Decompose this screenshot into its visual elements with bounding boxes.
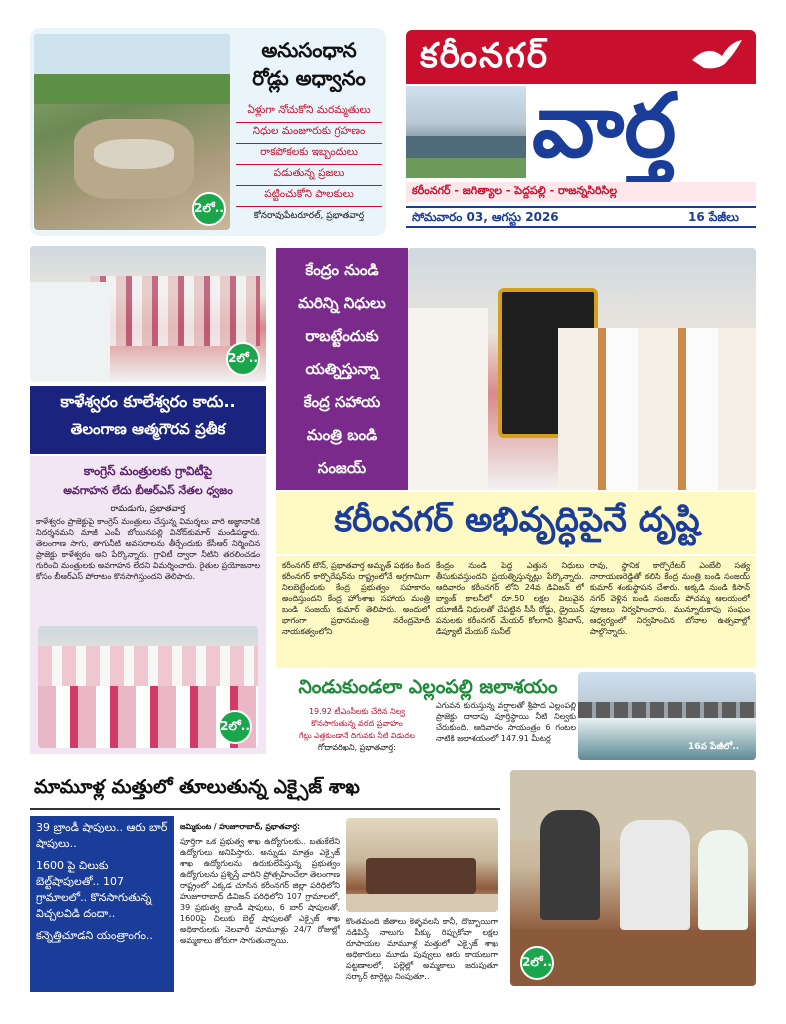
dateline: గోదావరిఖని, ప్రభాతవార్త: [318,743,396,752]
quote-line: సంజయ్ [317,459,367,477]
continued-badge[interactable]: 2లో.. [218,710,252,744]
excise-body: పూర్తిగా ఒక ప్రభుత్వ శాఖ ఉద్యోగులకు.. బతుకేలేని ఉద్యోగులు అనిపిస్తారు. అన్నుడు మాత్రం ఎక్సైజ్ శాఖ ఉద్యోగులను ఉరుకులేపేస్తున్న ప్రభుత్వం ఉద్యోగులను ప్రశ్నిస్తే వారిని ప్రోత్సహించేలా తెలంగాణ రాష్ట్రంలో ఎక్కడ చూసిన కరీంనగర్ జిల్లా పరిధిలోని హుజూరాబాద్ డివిజన్ పరిధిలోని 107 గ్రామాలలో, 39 ప్రభుత్వ బ్రాండీ షాపులు, 6 బార్ షాపులతో, 1600పై చిలుకు బెల్ట్ షాపులతో ఎక్సైజ్ శాఖ అధికారులకు నెలవారీ మామూళ్లు 24/7 రోజుల్లో అమ్మకాలు జోరుగా సాగుతున్నాయి. [180,837,340,945]
story-point: రాకపోకలకు ఇబ్బందులు [236,144,382,165]
red-point: 19.92 టీఎంసీలకు చేరిన నిల్వ [308,707,406,716]
bandi-photo [408,248,756,490]
sidebar-point: 39 బ్రాండీ షాపులు.. ఆరు బార్ షాపులు.. [36,821,168,850]
bird-logo-icon [688,36,744,84]
bar-photo [346,818,498,912]
story-point: నిధుల మంజూరుకు గ్రహణం [236,123,382,144]
quote-line: మరిన్ని నిధులు [298,294,386,312]
excise-headline: మామూళ్ల మత్తులో తూలుతున్న ఎక్సైజ్ శాఖ [34,776,360,798]
masthead [406,30,756,230]
excise-body-2: కొంతమంది జీతాలు కెళ్ళవలసి కానీ, దొబ్బాయిగా నడిపిస్తే నాలుగు పీక్కు రిప్పుకోవా లక్షల రూపాయల మామూళ్ల మత్తులో ఎక్సైజ్ శాఖ అధికారులు మూడు పువ్వులు ఆరు కాయలుగా పట్టణాలలో, పల్లెల్లో అమ్మకాలు జరుపుతూ సర్కార్ టార్గెట్లు నింపుతూ.. [346,917,498,981]
issue-date: సోమవారం 03, ఆగస్టు 2026 [412,210,559,224]
story-point: పట్టించుకోని పాలకులు [236,186,382,207]
quote-line: కేంద్ర సహాయ [303,393,381,411]
masthead-title-top: కరీంనగర్ [420,36,549,76]
bandi-column: కేంద్రం నుండి పెద్ద ఎత్తున నిధులు తీసుకువస్తుందని ప్రయత్నిస్తున్నట్లు పేర్కొన్నారు. ఆదివారం కరీంనగర్ లోని 24వ డివిజన్ లో బ్యాంక్ కాలనీలో రూ.50 లక్షల విలువైన యూజీడీ నిధులతో చేపట్టిన సీసీ రోడ్డు, డ్రైయిన్ పనులకు కరీంనగర్ మేయర్ కోలగాని శ్రీనివాస్, డిప్యూటీ మేయర్ సునీల్ [436,561,584,636]
congress-photo [38,626,258,748]
kaleshwaram-headline: కాళేశ్వరం కూలేశ్వరం కాదు.. [60,392,236,411]
continued-badge[interactable]: 2లో.. [520,946,554,980]
dateline: రామడుగు, ప్రభాతవార్త [110,504,186,514]
red-point: కొనసాగుతున్న వరద ప్రవాహం [311,719,403,728]
congress-body: కాళేశ్వరం ప్రాజెక్టుపై కాంగ్రెస్ మంత్రులు చేస్తున్న విమర్శలు వారి అజ్ఞానానికి నిదర్శనమని మాజీ ఎంపీ బోయినపల్లి వినోద్‌కుమార్ మండిపడ్డారు. తెలంగాణ సాగు, తాగునీటి అవసరాలను తీర్చేందుకు కేసీఆర్ నిర్మించిన ప్రాజెక్టు కాళేశ్వరం అని పేర్కొన్నారు. గ్రావిటీ ద్వారా నీటిని తరలించడం గురించి మంత్రులకు అవగాహన లేదని విమర్శించారు. రైతుల ప్రయోజనాల కోసం బీఆర్ఎస్ పోరాటం కొనసాగిస్తుందని తెలిపారు. [36,517,260,581]
continued-badge[interactable]: 2లో.. [226,342,260,376]
kaleshwaram-headline-2: తెలంగాణ ఆత్మగౌరవ ప్రతీక [70,420,226,438]
quote-line: రాబట్టేందుకు [305,327,379,345]
dateline: కోనరావుపేటరూరల్, ప్రభాతవార్త [253,211,365,221]
bandi-column: రావు, స్థానిక కార్పొరేటర్ ఎంబేలి సత్య నారాయణరెడ్డితో కలిసి కేంద్ర మంత్రి బండి సంజయ్ కుమార్ శంకుస్థాపన చేశారు. అక్కడి నుండి కిసాన్ నగర్ వెళ్లిన బండి సంజయ్ పోచమ్మ ఆలయంలో పూజలు నిర్వహించారు. మున్నూరుకాపు సంఘం ఆధ్వర్యంలో నిర్వహించిన బోనాల ఉత్సవాల్లో పాల్గొన్నారు. [590,561,750,636]
belt-shop-photo [510,770,756,986]
yellampalli-body: ఎగువన కురుస్తున్న వర్షాలతో శ్రీపాద ఎల్లంపల్లి ప్రాజెక్టు దాదాపు పూర్తిస్థాయి నీటి నిల్వకు చేరుకుంది. ఆదివారం సాయంత్రం 6 గంటల నాటికి జలాశయంలో 147.91 మీటర్ల [436,701,576,743]
top-story-headline-2: రోడ్లు అధ్వానం [252,66,366,90]
bandi-headline: కరీంనగర్ అభివృద్ధిపైనే దృష్టి [334,500,700,540]
kaleshwaram-photo [30,246,266,382]
bandi-column: కరీంనగర్ టౌన్, ప్రభాతవార్త అమృత్ పథకం కింద కరీంనగర్ కార్పొరేషన్‌ను రాష్ట్రంలోనే అగ్రగామిగా నిలబెట్టేందుకు కేంద్ర ప్రభుత్వం సహకారం అందిస్తుందని కేంద్ర హోంశాఖ సహాయ మంత్రి బండి సంజయ్ కుమార్ తెలిపారు. అందులో భాగంగా ప్రధానమంత్రి నరేంద్రమోదీ నాయకత్వంలోని [282,561,430,636]
quote-line: కేంద్రం నుండి [305,261,379,279]
dam-photo [406,86,526,178]
road-photo [34,34,230,230]
continued-link[interactable]: 16వ పేజీలో.. [688,742,740,752]
sidebar-point: కన్నెత్తిచూడని యంత్రాంగం.. [36,929,153,942]
story-point: ఏళ్లుగా నోచుకోని మరమ్మతులు [236,102,382,123]
dateline: జమ్మికుంట / హుజూరాబాద్, ప్రభాతవార్త: [180,822,300,831]
masthead-title-main: వార్త [532,74,677,177]
red-point: గేట్లు ఎత్తకుండానే దిగువకు నీటి విడుదల [299,731,415,740]
quote-line: యత్నిస్తున్నా [305,360,379,378]
story-point: పడుతున్న ప్రజలు [236,165,382,186]
top-story-headline: అనుసంధాన [261,38,357,62]
congress-headline: కాంగ్రెస్ మంత్రులకు గ్రావిటీపై [83,464,213,478]
districts: కరీంనగర్ - జగిత్యాల - పెద్దపల్లి - రాజన్నసిరిసిల్ల [412,184,618,197]
page-count: 16 పేజీలు [688,210,739,224]
reservoir-photo [578,672,756,760]
continued-badge[interactable]: 2లో.. [192,192,226,226]
yellampalli-headline: నిండుకుండలా ఎల్లంపల్లి జలాశయం [298,676,558,698]
quote-line: మంత్రి బండి [306,426,378,444]
congress-headline-2: అవగాహన లేదు బీఆర్ఎస్ నేతల ధ్వజం [63,484,233,497]
sidebar-point: 1600 పై చిలుకు బెల్ట్‌షాపులతో.. 107 గ్రామాలలో.. కొనసాగుతున్న విచ్చలవిడి దందా.. [36,859,152,920]
